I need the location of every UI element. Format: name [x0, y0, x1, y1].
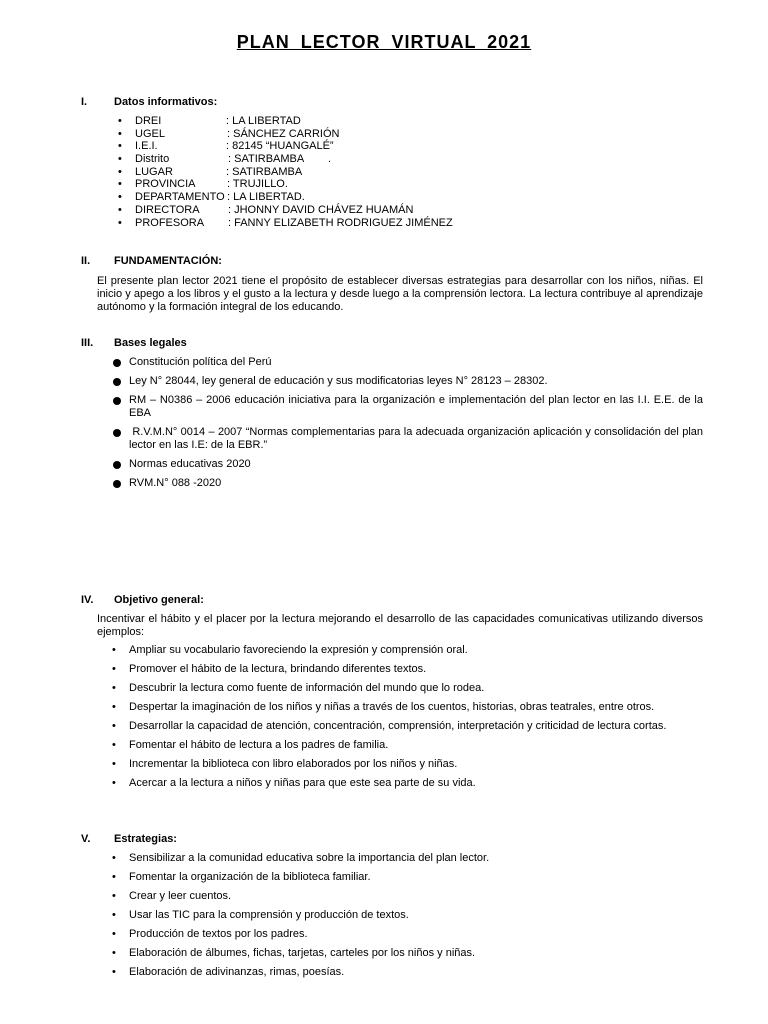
bullet-icon: •	[112, 966, 116, 978]
section-estrategias	[0, 833, 768, 847]
list-item: • Acercar a la lectura a niños y niñas para que este sea parte de su vida.	[112, 777, 476, 789]
section-title: FUNDAMENTACIÓN:	[114, 255, 222, 267]
section-bases	[0, 337, 768, 351]
bullet-icon	[113, 429, 121, 437]
section-number: V.	[81, 833, 91, 845]
list-item: • DEPARTAMENTO : LA LIBERTAD.	[118, 191, 305, 204]
fundamentacion-paragraph: El presente plan lector 2021 tiene el propósito de establecer diversas estrategias para desarrollar con los niños, niñas. El inicio y apego a los libros y el gusto a la lectura y desde luego a la comprensión lectora. La lectura contribuye al aprendizaje autónomo y la formación integral de los educando.	[97, 275, 703, 313]
bullet-icon: •	[118, 203, 122, 216]
section-datos	[0, 96, 768, 110]
bullet-icon: •	[112, 871, 116, 883]
bullet-icon	[113, 378, 121, 386]
list-item: • Fomentar la organización de la biblioteca familiar.	[112, 871, 371, 883]
section-number: I.	[81, 96, 88, 108]
section-fundamentacion	[0, 255, 768, 269]
bullet-icon	[113, 480, 121, 488]
bullet-icon	[113, 359, 121, 367]
list-item: • I.E.I. : 82145 “HUANGALÉ”	[118, 140, 334, 153]
section-number: II.	[81, 255, 91, 267]
section-title: Datos informativos:	[114, 96, 218, 108]
document-title: PLAN LECTOR VIRTUAL 2021	[236, 32, 532, 52]
list-item: • PROFESORA : FANNY ELIZABETH RODRIGUEZ JIMÉNEZ	[118, 216, 453, 229]
section-title: Objetivo general:	[114, 594, 204, 606]
list-item: • PROVINCIA : TRUJILLO.	[118, 178, 288, 191]
bullet-icon: •	[112, 720, 116, 732]
bullet-icon: •	[112, 928, 116, 940]
bullet-icon: •	[118, 115, 122, 127]
list-item: • Crear y leer cuentos.	[112, 890, 232, 902]
bullet-icon: •	[118, 153, 122, 166]
estrategias-list	[0, 852, 768, 985]
bullet-icon: •	[112, 739, 116, 751]
bullet-icon: •	[118, 140, 122, 153]
list-item: • Despertar la imaginación de los niños y niñas a través de los cuentos, historias, obras teatrales, entre otros.	[112, 701, 655, 713]
list-item: Constitución política del Perú	[0, 356, 703, 375]
bullet-icon: •	[112, 909, 116, 921]
bullet-icon	[113, 461, 121, 469]
list-item: • Desarrollar la capacidad de atención, concentración, comprensión, interpretación y criticidad de lectura cortas.	[112, 720, 667, 732]
bullet-icon: •	[118, 178, 122, 191]
list-item: RM – N0386 – 2006 educación iniciativa para la organización e implementación del plan lector en las I.I. E.E. de la EBA	[0, 394, 703, 426]
list-item: Normas educativas 2020	[0, 458, 703, 477]
list-item: • Fomentar el hábito de lectura a los padres de familia.	[112, 739, 389, 751]
list-item: Ley N° 28044, ley general de educación y sus modificatorias leyes N° 28123 – 28302.	[0, 375, 703, 394]
bullet-icon: •	[118, 127, 122, 140]
list-item: • Elaboración de adivinanzas, rimas, poesías.	[112, 966, 345, 978]
list-item: • Incrementar la biblioteca con libro elaborados por los niños y niñas.	[112, 758, 458, 770]
bullet-icon: •	[118, 165, 122, 178]
list-item: • Elaboración de álbumes, fichas, tarjetas, carteles por los niños y niñas.	[112, 947, 476, 959]
bullet-icon: •	[112, 890, 116, 902]
bullet-icon: •	[112, 758, 116, 770]
bullet-icon: •	[112, 663, 116, 675]
list-item: • Descubrir la lectura como fuente de información del mundo que lo rodea.	[112, 682, 485, 694]
list-item: • Usar las TIC para la comprensión y producción de textos.	[112, 909, 409, 921]
list-item: • LUGAR : SATIRBAMBA	[118, 165, 303, 178]
list-item: • DREI : LA LIBERTAD	[118, 115, 301, 127]
list-item: • Promover el hábito de la lectura, brindando diferentes textos.	[112, 663, 427, 675]
section-title: Estrategias:	[114, 833, 177, 845]
section-title: Bases legales	[114, 337, 187, 349]
section-number: IV.	[81, 594, 94, 606]
bullet-icon	[113, 397, 121, 405]
objetivo-paragraph: Incentivar el hábito y el placer por la lectura mejorando el desarrollo de las capacidades comunicativas utilizando diversos ejemplos:	[97, 613, 703, 638]
bullet-icon: •	[112, 701, 116, 713]
objetivo-list	[0, 644, 768, 796]
datos-list	[0, 115, 768, 229]
bullet-icon: •	[112, 777, 116, 789]
bullet-icon: •	[118, 191, 122, 204]
list-item: R.V.M.N° 0014 – 2007 “Normas complementarias para la adecuada organización aplicación y consolidación del plan lector en las I.E: de la EBR.”	[0, 426, 703, 458]
bullet-icon: •	[118, 216, 122, 229]
bullet-icon: •	[112, 644, 116, 656]
bullet-icon: •	[112, 682, 116, 694]
bullet-icon: •	[112, 852, 116, 864]
list-item: • Producción de textos por los padres.	[112, 928, 308, 940]
list-item: RVM.N° 088 -2020	[0, 477, 703, 496]
list-item: • DIRECTORA : JHONNY DAVID CHÁVEZ HUAMÁN	[118, 203, 414, 216]
section-number: III.	[81, 337, 94, 349]
list-item: • Distrito : SATIRBAMBA .	[118, 153, 332, 166]
list-item: • UGEL : SÁNCHEZ CARRIÓN	[118, 127, 340, 140]
list-item: • Ampliar su vocabulario favoreciendo la expresión y comprensión oral.	[112, 644, 468, 656]
bases-list	[0, 356, 768, 496]
list-item: • Sensibilizar a la comunidad educativa sobre la importancia del plan lector.	[112, 852, 490, 864]
bullet-icon: •	[112, 947, 116, 959]
section-objetivo	[0, 594, 768, 608]
